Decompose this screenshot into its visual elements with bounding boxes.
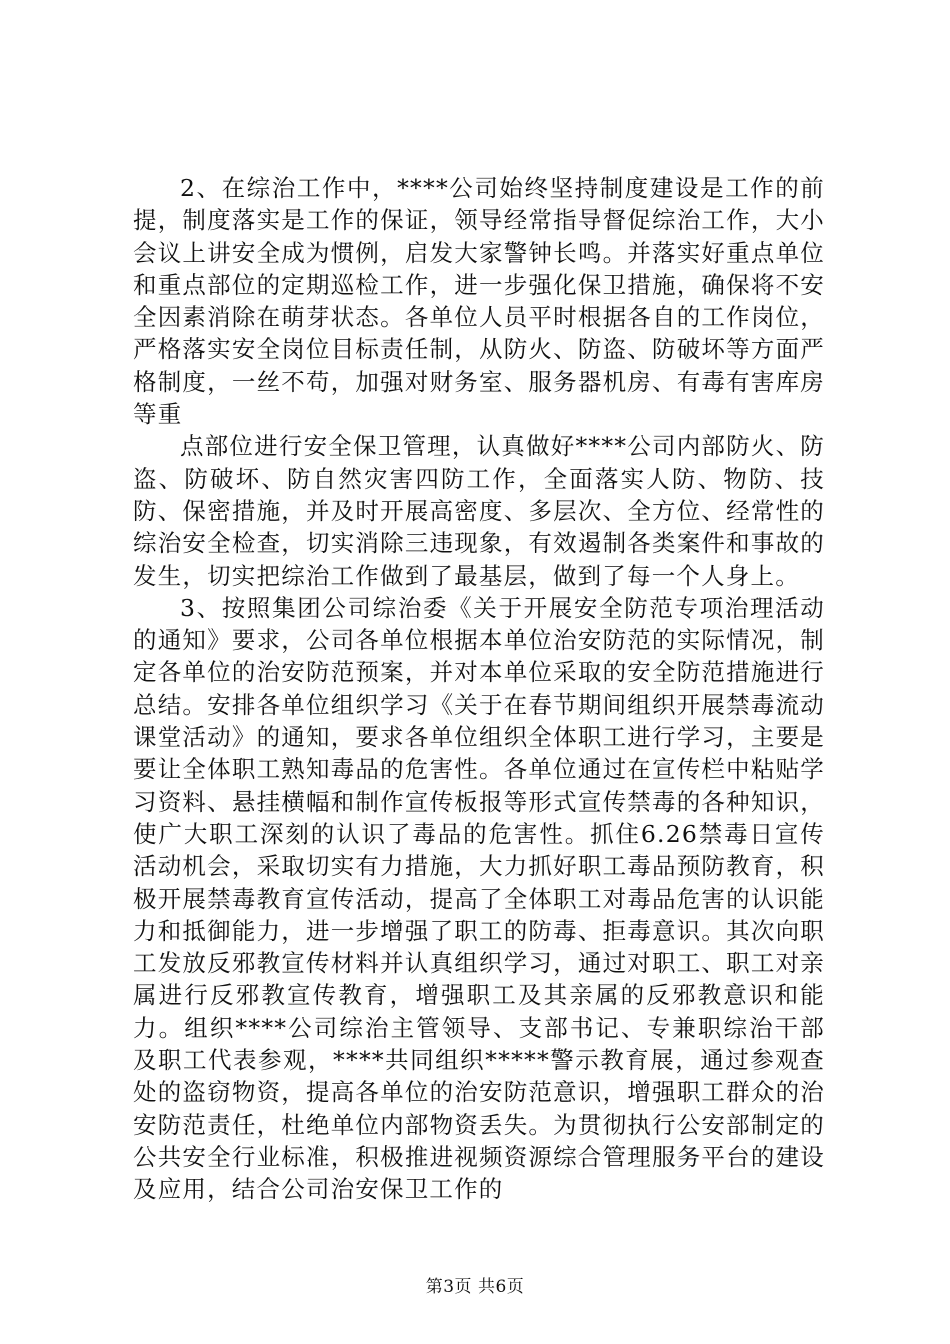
paragraph-section-2: 2、在综治工作中，****公司始终坚持制度建设是工作的前提，制度落实是工作的保证，领导经常指导督促综治工作，大小会议上讲安全成为惯例，启发大家警钟长鸣。并落实好重点单位和重点部位的定期巡检工作，进一步强化保卫措施，确保将不安全因素消除在萌芽状态。各单位人员平时根据各自的工作岗位，严格落实安全岗位目标责任制，从防火、防盗、防破坏等方面严格制度，一丝不苟，加强对财务室、服务器机房、有毒有害库房等重: [133, 174, 825, 429]
document-body: [133, 172, 825, 1206]
paragraph-section-3: 3、按照集团公司综治委《关于开展安全防范专项治理活动的通知》要求，公司各单位根据本单位治安防范的实际情况，制定各单位的治安防范预案，并对本单位采取的安全防范措施进行总结。安排各单位组织学习《关于在春节期间组织开展禁毒流动课堂活动》的通知，要求各单位组织全体职工进行学习，主要是要让全体职工熟知毒品的危害性。各单位通过在宣传栏中粘贴学习资料、悬挂横幅和制作宣传板报等形式宣传禁毒的各种知识，使广大职工深刻的认识了毒品的危害性。抓住6.26禁毒日宣传活动机会，采取切实有力措施，大力抓好职工毒品预防教育，积极开展禁毒教育宣传活动，提高了全体职工对毒品危害的认识能力和抵御能力，进一步增强了职工的防毒、拒毒意识。其次向职工发放反邪教宣传材料并认真组织学习，通过对职工、职工对亲属进行反邪教宣传教育，增强职工及其亲属的反邪教意识和能力。组织****公司综治主管领导、支部书记、专兼职综治干部及职工代表参观，****共同组织*****警示教育展，通过参观查处的盗窃物资，提高各单位的治安防范意识，增强职工群众的治安防范责任，杜绝单位内部物资丢失。为贯彻执行公安部制定的公共安全行业标准，积极推进视频资源综合管理服务平台的建设及应用，结合公司治安保卫工作的: [133, 593, 825, 1204]
paragraph-section-2-continued: 点部位进行安全保卫管理，认真做好****公司内部防火、防盗、防破坏、防自然灾害四防工作，全面落实人防、物防、技防、保密措施，并及时开展高密度、多层次、全方位、经常性的综治安全检查，切实消除三违现象，有效遏制各类案件和事故的发生，切实把综治工作做到了最基层，做到了每一个人身上。: [133, 432, 825, 590]
page-number-footer: 第3页 共6页: [425, 1277, 525, 1297]
